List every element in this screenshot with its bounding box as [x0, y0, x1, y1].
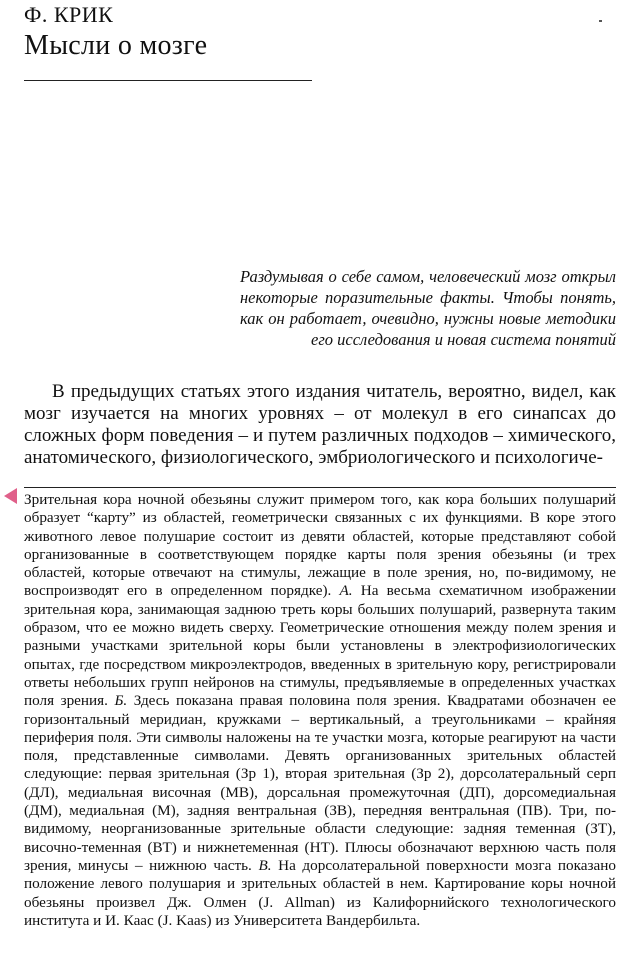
caption-text-b: Здесь показана правая половина поля зрения. Квадратами обозначен ее горизонтальный меридиан, кружками – вертикальный, а треугольниками – крайняя периферия поля. Эти символы наложены на те участки мозга, которые реагируют на части поля, представленные символами. Девять организованных зрительных областей следующие: первая зрительная (Зр 1), вторая зрительная (Зр 2), дорсолатеральный серп (ДЛ), медиальная височная (МВ), дорсальная промежуточная (ДП), дорсомедиальная (ДМ), медиальная (М), задняя вентральная (ЗВ), передняя вентральная (ПВ). Три, по-видимому, неорганизованные зрительные области следующие: задняя теменная (ЗТ), височно-теменная (ВТ) и нижнетеменная (НТ). Плюсы обозначают верхнюю часть поля зрения, минусы – нижнюю часть.	[24, 692, 617, 874]
epigraph: Раздумывая о себе самом, человеческий мозг открыл некоторые поразительные факты. Чтобы понять, как он работает, очевидно, нужны новые методики его исследования и новая система понятий	[240, 267, 616, 349]
body-paragraph: В предыдущих статьях этого издания читатель, вероятно, видел, как мозг изучается на многих уровнях – от молекул в его синапсах до сложных форм поведения – и путем различных подходов – химического, анатомического, физиологического, эмбриологического и психологиче-	[24, 381, 616, 468]
caption-divider	[24, 487, 616, 488]
caption-label-c: В.	[258, 856, 272, 874]
caption-label-a: А.	[339, 582, 353, 600]
caption-label-b: Б.	[114, 692, 128, 710]
title-divider	[24, 80, 312, 81]
speck-mark	[599, 20, 602, 22]
triangle-marker-icon	[4, 488, 17, 504]
figure-caption	[24, 491, 616, 930]
caption-intro: Зрительная кора ночной обезьяны служит примером того, как кора больших полушарий образует “карту” из областей, геометрически связанных с их функциями. В коре этого животного левое полушарие состоит из девяти областей, которые представляют собой организованные в соответствующем порядке карты поля зрения обезьяны (и трех областей, которые отвечают на стимулы, лежащие в поле зрения, но, по-видимому, не воспроизводят его в определенном порядке).	[24, 491, 616, 600]
caption-text-a: На весьма схематичном изображении зрительная кора, занимающая заднюю треть коры больших полушарий, развернута таким образом, что ее можно видеть сверху. Геометрические отношения между полем зрения и разными участками зрительной коры были установлены в электрофизиологических опытах, где посредством микроэлектродов, введенных в зрительную кору, регистрировали ответы небольших групп нейронов на стимулы, предъявляемые в определенных участках поля зрения.	[24, 582, 617, 710]
author-name: Ф. КРИК	[24, 2, 114, 27]
caption-text-c: На дорсолатеральной поверхности мозга показано положение левого полушария и зрительных областей в нем. Картирование коры ночной обезьяны произвел Дж. Олмен (J. Allman) из Калифорнийского технологического института и И. Каас (J. Kaas) из Университета Вандербильта.	[24, 856, 617, 929]
article-title: Мысли о мозге	[24, 30, 208, 61]
